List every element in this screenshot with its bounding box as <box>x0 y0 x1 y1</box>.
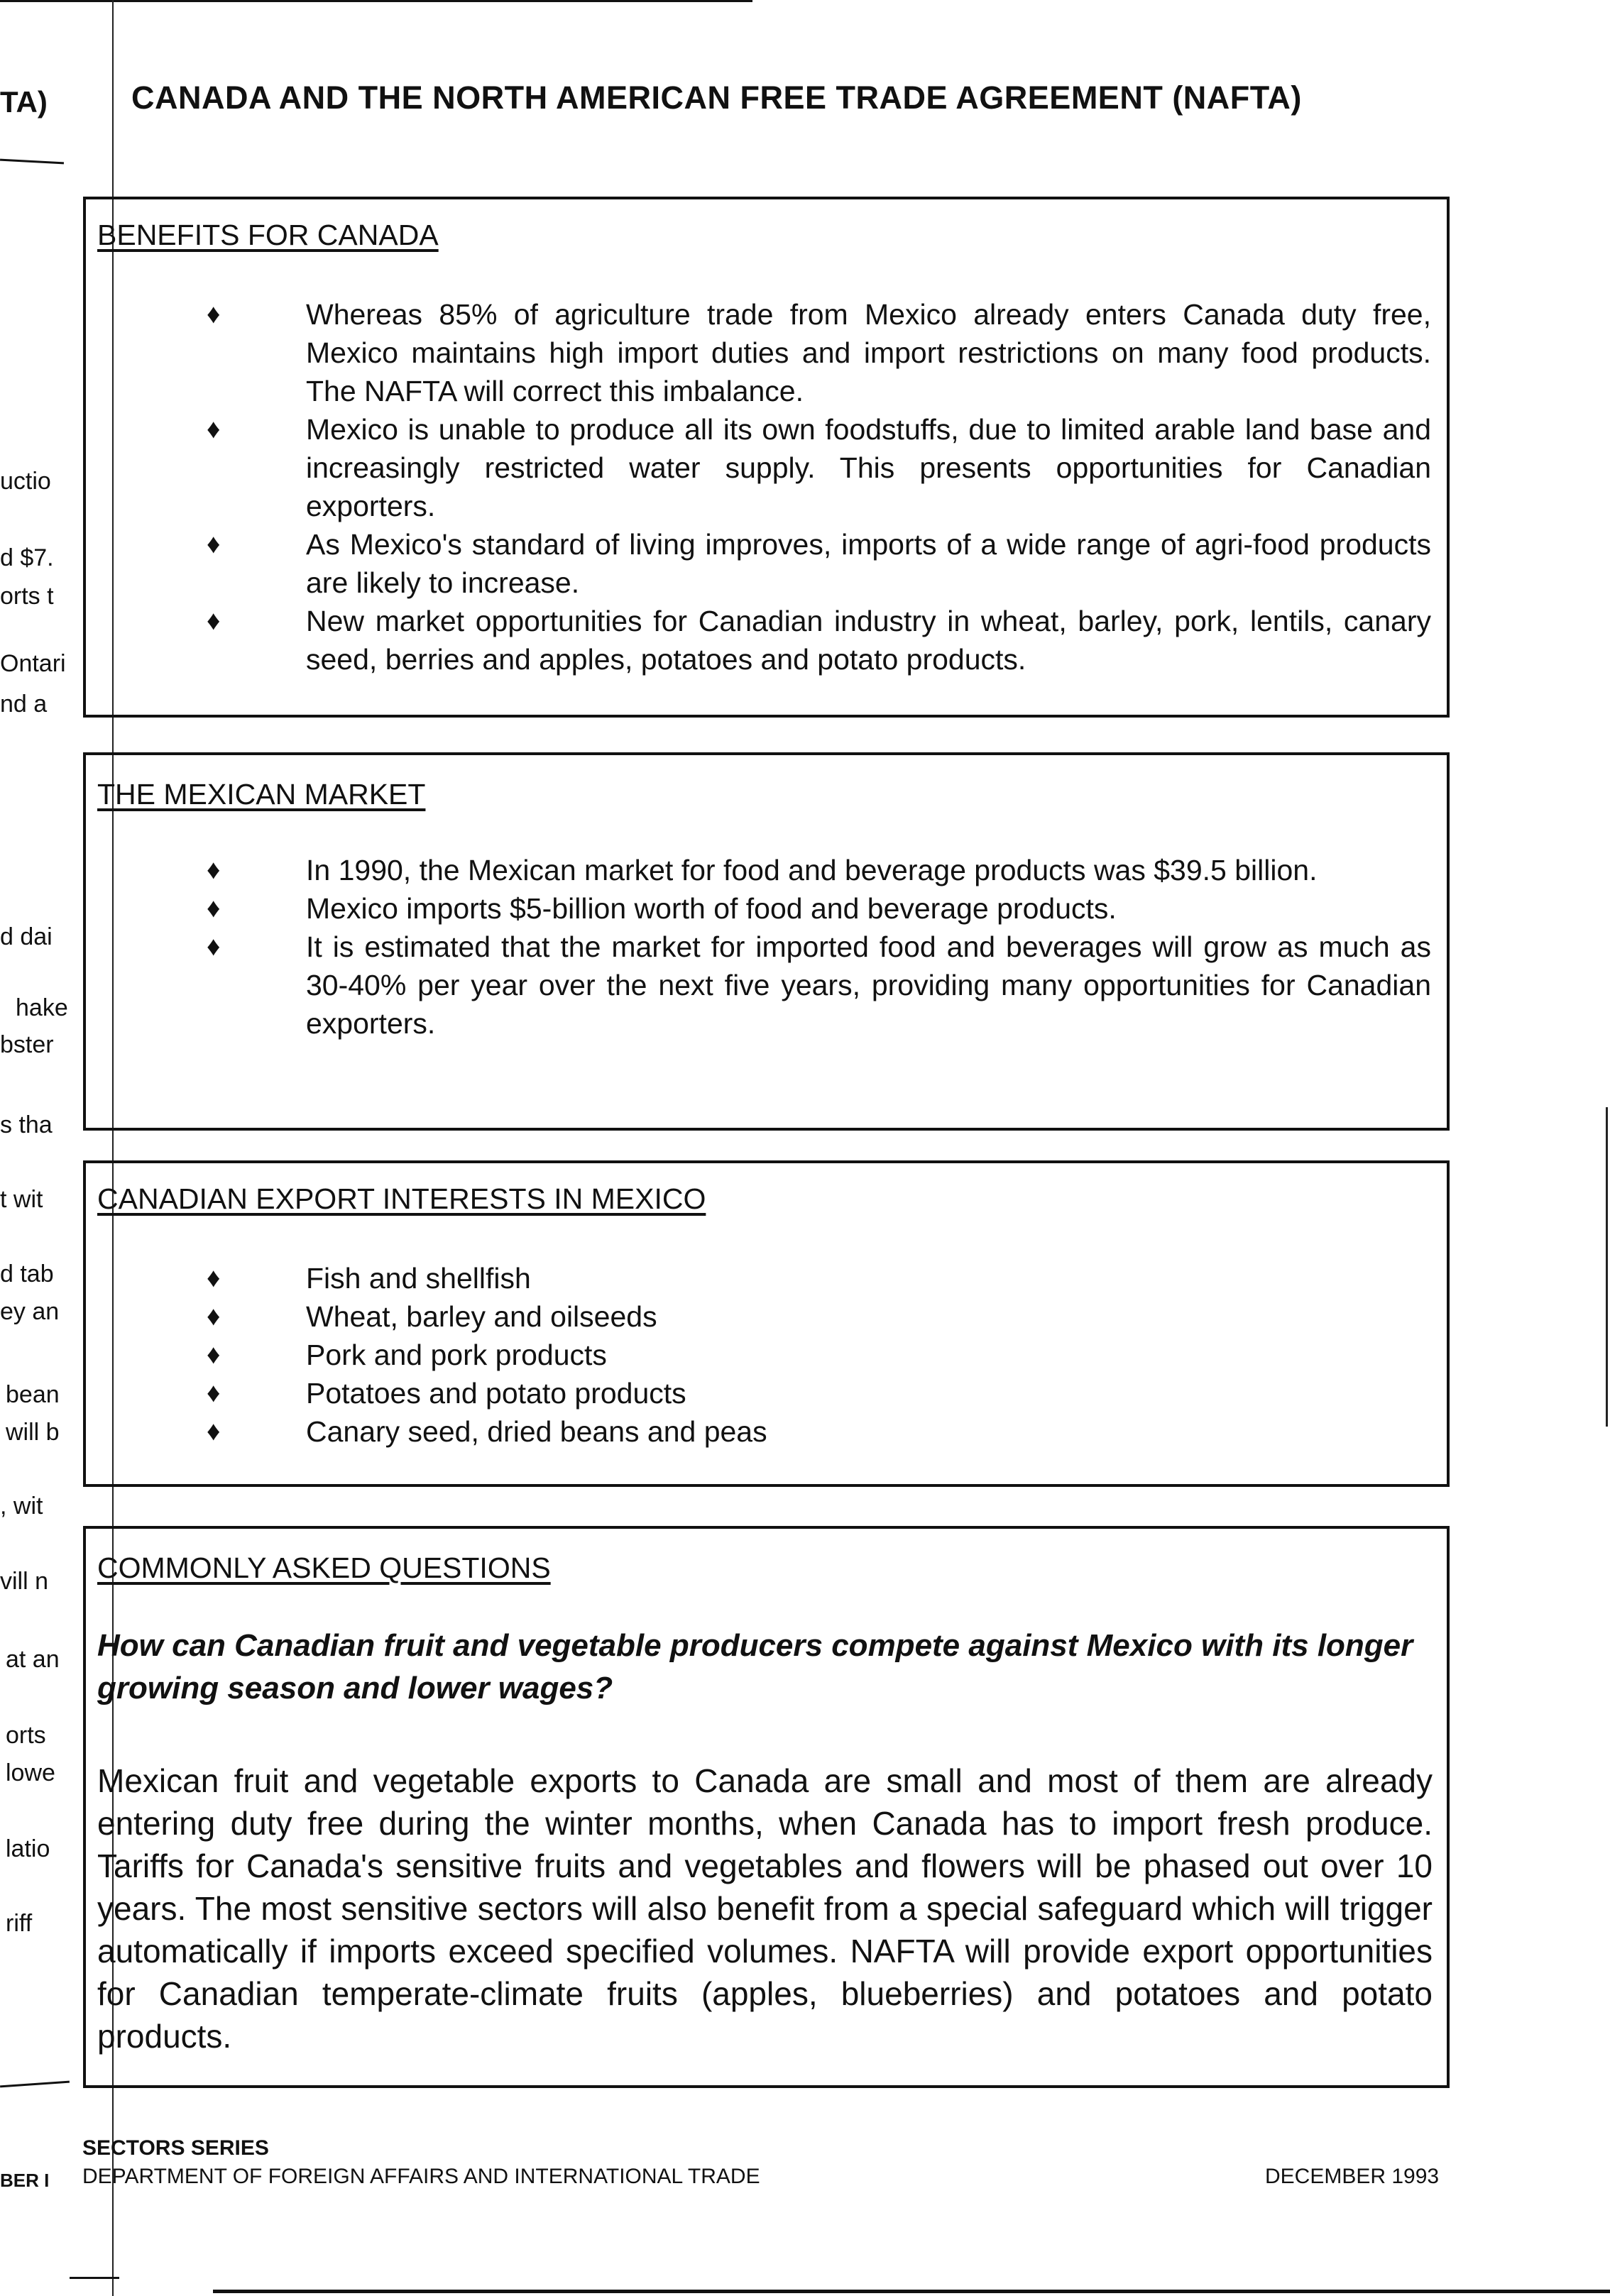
left-fragment: at an <box>6 1646 60 1673</box>
list-item <box>86 889 1447 928</box>
diamond-bullet-icon: ♦ <box>207 1263 221 1293</box>
list-item-text: Pork and pork products <box>306 1339 607 1371</box>
list-item <box>86 295 1447 410</box>
footer-series: SECTORS SERIES <box>82 2136 269 2160</box>
list-item <box>86 410 1447 525</box>
left-fragment: , wit <box>0 1493 43 1520</box>
footer-date: DECEMBER 1993 <box>1265 2165 1440 2188</box>
list-item <box>86 1412 1447 1451</box>
mexican-market-box <box>83 752 1450 1131</box>
list-item <box>86 602 1447 679</box>
footer-department: DEPARTMENT OF FOREIGN AFFAIRS AND INTERNATIONAL TRADE <box>82 2165 760 2188</box>
diamond-bullet-icon: ♦ <box>207 855 221 885</box>
left-fragment: orts <box>6 1722 46 1749</box>
list-item <box>86 851 1447 889</box>
left-fragment: ey an <box>0 1298 60 1325</box>
benefits-title: BENEFITS FOR CANADA <box>97 219 439 251</box>
left-fragment: uctio <box>0 468 51 495</box>
left-fragment: s tha <box>0 1111 53 1138</box>
list-item-text: Mexico is unable to produce all its own foodstuffs, due to limited arable land base and increasingly restricted water supply. This presents opportunities for Canadian exporters. <box>306 413 1431 522</box>
left-fragment: latio <box>6 1835 50 1862</box>
left-fragment: vill n <box>0 1568 49 1595</box>
bottom-scan-edge <box>213 2290 1610 2293</box>
answer-text: Mexican fruit and vegetable exports to Canada are small and most of them are already entering duty free during the winter months, when Canada has to import fresh produce. Tariffs for Canada's sensitive fruits and vegetables and flowers will be phased out over 10 years. The most sensitive sectors will also benefit from a special safeguard which will trigger automatically if imports exceed specified volumes. NAFTA will provide export opportunities for Canadian temperate-climate fruits (apples, blueberries) and potatoes and potato products. <box>97 1762 1433 2055</box>
questions-box <box>83 1526 1450 2088</box>
left-fragment: bean <box>6 1381 60 1408</box>
list-item-text: Wheat, barley and oilseeds <box>306 1300 657 1333</box>
left-fragment: bster <box>0 1031 54 1058</box>
export-interests-box <box>83 1160 1450 1487</box>
left-fragment: riff <box>6 1910 33 1937</box>
left-page-rule-bottom <box>0 2081 70 2088</box>
list-item-text: Whereas 85% of agriculture trade from Mexico already enters Canada duty free, Mexico maintains high import duties and import restrictions on many food products. The NAFTA will correct this imbalance. <box>306 298 1431 407</box>
list-item-text: Potatoes and potato products <box>306 1377 686 1410</box>
list-item-text: Fish and shellfish <box>306 1262 531 1295</box>
diamond-bullet-icon: ♦ <box>207 529 221 559</box>
list-item-text: It is estimated that the market for imported food and beverages will grow as much as 30-40% per year over the next five years, providing many opportunities for Canadian exporters. <box>306 930 1431 1040</box>
list-item-text: New market opportunities for Canadian industry in wheat, barley, pork, lentils, canary seed, berries and apples, potatoes and potato products. <box>306 605 1431 676</box>
list-item-text: Canary seed, dried beans and peas <box>306 1415 767 1448</box>
diamond-bullet-icon: ♦ <box>207 894 221 923</box>
left-fragment: BER I <box>0 2170 50 2191</box>
diamond-bullet-icon: ♦ <box>207 300 221 329</box>
left-fragment: lowe <box>6 1759 55 1786</box>
list-item <box>86 1259 1447 1297</box>
benefits-box <box>83 197 1450 718</box>
list-item <box>86 1374 1447 1412</box>
left-fragment: will b <box>6 1419 60 1446</box>
diamond-bullet-icon: ♦ <box>207 1340 221 1370</box>
diamond-bullet-icon: ♦ <box>207 1302 221 1331</box>
left-fragment: t wit <box>0 1186 43 1213</box>
left-page-rule-top <box>0 159 64 165</box>
diamond-bullet-icon: ♦ <box>207 1378 221 1408</box>
questions-title: COMMONLY ASKED QUESTIONS <box>97 1551 551 1584</box>
list-item-text: In 1990, the Mexican market for food and beverage products was $39.5 billion. <box>306 854 1318 886</box>
right-scan-edge <box>1606 1107 1608 1427</box>
left-fragment: nd a <box>0 691 48 718</box>
diamond-bullet-icon: ♦ <box>207 932 221 962</box>
left-fragment: d $7. <box>0 544 54 571</box>
left-fragment: d dai <box>0 923 53 950</box>
list-item-text: Mexico imports $5-billion worth of food and beverage products. <box>306 892 1117 925</box>
export-interests-list <box>86 1259 1447 1451</box>
left-fragment: orts t <box>0 583 54 610</box>
left-fragment: Ontari <box>0 650 66 677</box>
list-item <box>86 525 1447 602</box>
page-title: CANADA AND THE NORTH AMERICAN FREE TRADE AGREEMENT (NAFTA) <box>131 79 1302 116</box>
diamond-bullet-icon: ♦ <box>207 1417 221 1446</box>
list-item <box>86 1336 1447 1374</box>
list-item <box>86 1297 1447 1336</box>
export-interests-title: CANADIAN EXPORT INTERESTS IN MEXICO <box>97 1182 706 1215</box>
mexican-market-title: THE MEXICAN MARKET <box>97 778 426 811</box>
left-fragment: hake <box>16 994 68 1021</box>
left-fragment: d tab <box>0 1260 54 1287</box>
left-fragment: TA) <box>0 85 48 119</box>
list-item <box>86 928 1447 1043</box>
left-page-rule-corner <box>70 2277 119 2279</box>
mexican-market-list <box>86 851 1447 1043</box>
diamond-bullet-icon: ♦ <box>207 414 221 444</box>
diamond-bullet-icon: ♦ <box>207 606 221 636</box>
list-item-text: As Mexico's standard of living improves, imports of a wide range of agri-food products are likely to increase. <box>306 528 1431 599</box>
question-text: How can Canadian fruit and vegetable producers compete against Mexico with its longer growing season and lower wages? <box>97 1628 1413 1705</box>
benefits-list <box>86 295 1447 679</box>
